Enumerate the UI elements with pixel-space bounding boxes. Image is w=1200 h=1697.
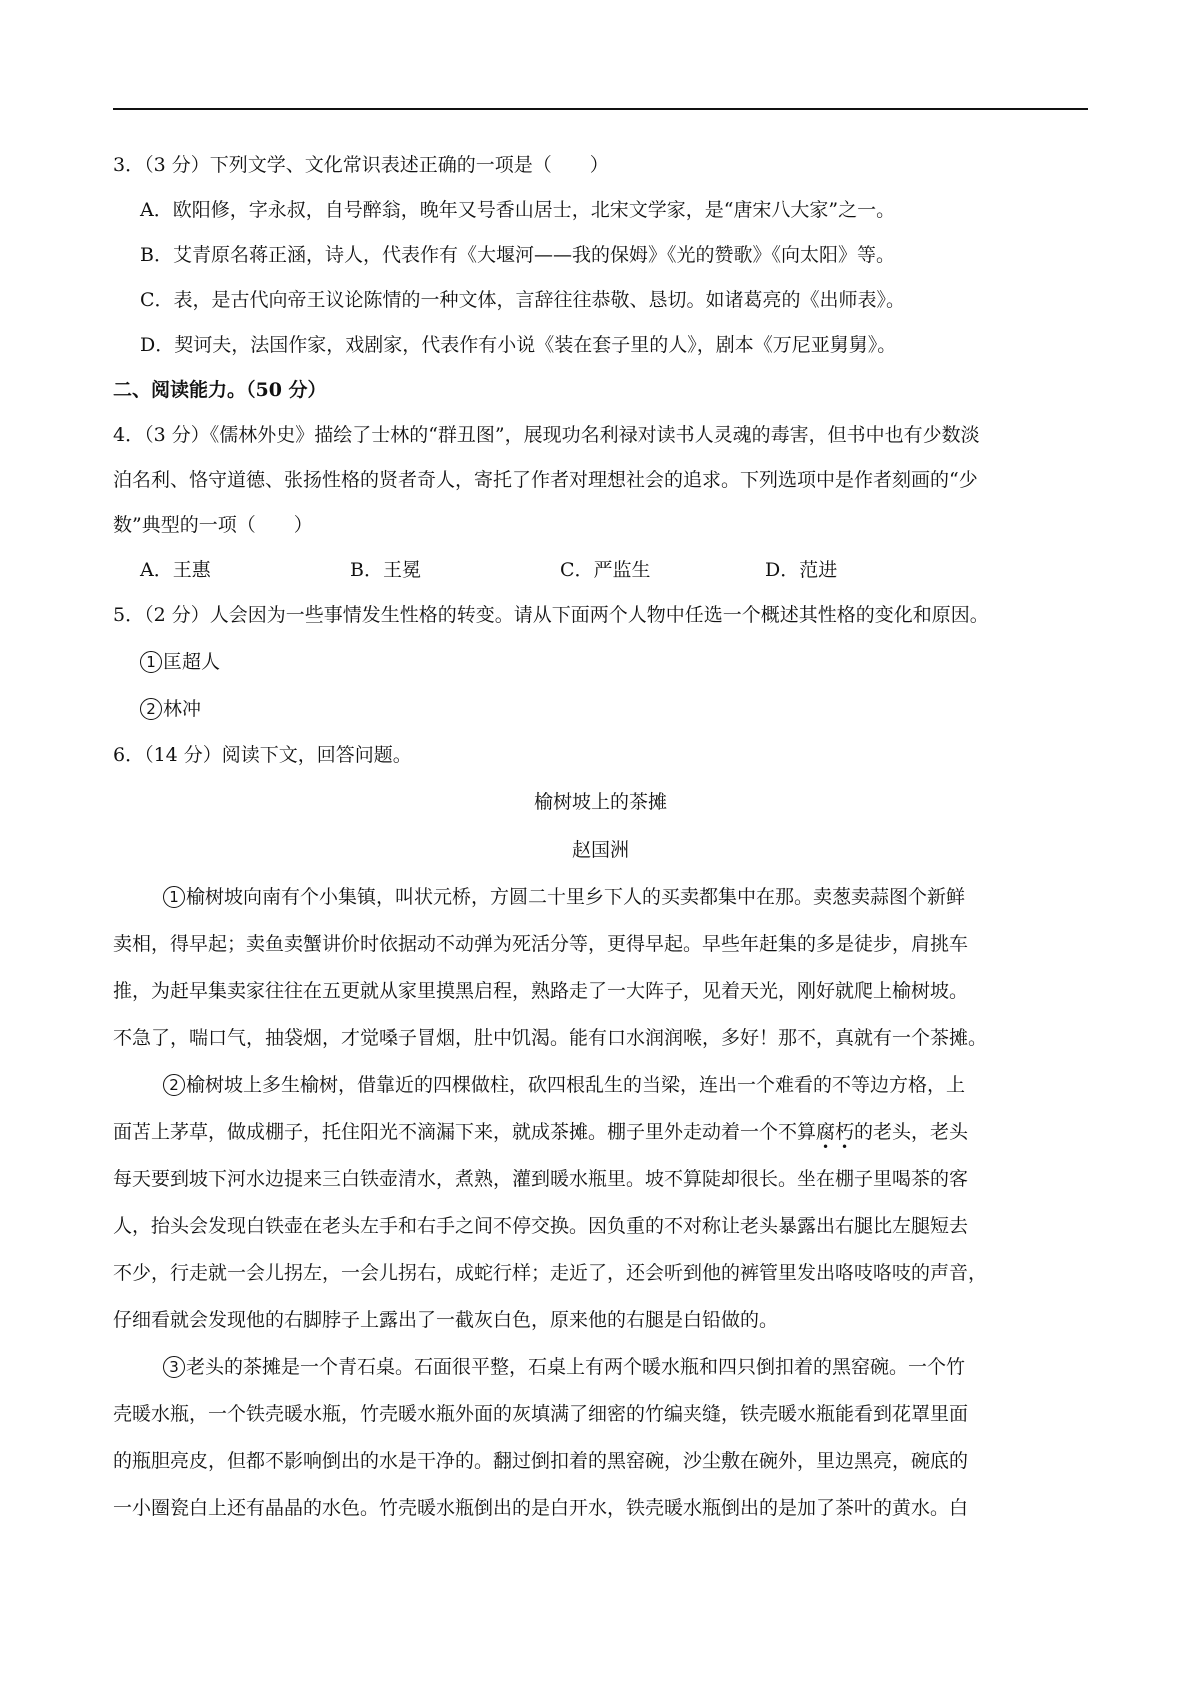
p2-line-2: 面苫上茅草，做成棚子，托住阳光不滴漏下来，就成茶摊。棚子里外走动着一个不算腐 • 朽 • 的老头，老头	[113, 1121, 969, 1154]
q3-option-d: D．契诃夫，法国作家，戏剧家，代表作有小说《装在套子里的人》，剧本《万尼亚舅舅》。	[140, 334, 897, 356]
p2-line-4: 人，抬头会发现白铁壶在老头左手和右手之间不停交换。因负重的不对称让老头暴露出右腿比左腿短去	[113, 1215, 969, 1237]
q6-stem: 6．（14 分）阅读下文，回答问题。	[113, 744, 412, 766]
q3-option-c: C．表，是古代向帝王议论陈情的一种文体，言辞往往恭敬、恳切。如诸葛亮的《出师表》。	[140, 289, 906, 311]
p2-line-6: 仔细看就会发现他的右脚脖子上露出了一截灰白色，原来他的右腿是白铅做的。	[113, 1309, 779, 1331]
p1-line-1: 1 榆树坡向南有个小集镇，叫状元桥，方圆二十里乡下人的买卖都集中在那。卖葱卖蒜图个新鲜	[163, 885, 1088, 909]
circled-number-1: 1	[140, 651, 162, 673]
q4-line-2: 泊名利、恪守道德、张扬性格的贤者奇人，寄托了作者对理想社会的追求。下列选项中是作者刻画的“少	[113, 469, 978, 491]
p2-line-5: 不少，行走就一会儿拐左，一会儿拐右，成蛇行样；走近了，还会听到他的裤管里发出咯吱咯吱的声音，	[113, 1262, 988, 1284]
q4-line-1: 4．（3 分）《儒林外史》描绘了士林的“群丑图”，展现功名利禄对读书人灵魂的毒害，但书中也有少数淡	[113, 424, 980, 446]
q4-line-3: 数”典型的一项（ ）	[113, 514, 313, 536]
q5-item-1-text: 匡超人	[163, 651, 221, 673]
q4-option-d: D．范进	[765, 559, 838, 581]
p1-line-2: 卖相，得早起；卖鱼卖蟹讲价时依据动不动弹为死活分等，更得早起。早些年赶集的多是徒步，肩挑车	[113, 933, 969, 955]
paragraph-number-2: 2	[163, 1074, 185, 1096]
q5-item-1	[140, 650, 1115, 674]
circled-number-2: 2	[140, 698, 162, 720]
q5-item-2	[140, 697, 1115, 721]
article-title: 榆树坡上的茶摊	[533, 791, 667, 813]
p3-line-1: 3 老头的茶摊是一个青石桌。石面很平整，石桌上有两个暖水瓶和四只倒扣着的黑窑碗。一个竹	[163, 1355, 1088, 1379]
p2-line-3: 每天要到坡下河水边提来三白铁壶清水，煮熟，灌到暖水瓶里。坡不算陡却很长。坐在棚子里喝茶的客	[113, 1168, 969, 1190]
p1-line-3: 推，为赶早集卖家往往在五更就从家里摸黑启程，熟路走了一大阵子，见着天光，刚好就爬上榆树坡。	[113, 980, 969, 1002]
q4-options	[140, 558, 1115, 582]
q3-option-a: A．欧阳修，字永叔，自号醉翁，晚年又号香山居士，北宋文学家，是“唐宋八大家”之一。	[140, 199, 896, 221]
section-2-title: 二、阅读能力。（50 分）	[113, 379, 327, 401]
p3-line-2: 壳暖水瓶，一个铁壳暖水瓶，竹壳暖水瓶外面的灰填满了细密的竹编夹缝，铁壳暖水瓶能看到花罩里面	[113, 1403, 969, 1425]
q5-item-2-text: 林冲	[163, 698, 202, 720]
paragraph-number-1: 1	[163, 886, 185, 908]
q4-option-b: B．王冕	[350, 559, 421, 581]
paragraph-number-3: 3	[163, 1356, 185, 1378]
q5-stem: 5．（2 分）人会因为一些事情发生性格的转变。请从下面两个人物中任选一个概述其性格的变化和原因。	[113, 604, 989, 626]
q3-option-b: B．艾青原名蒋正涵，诗人，代表作有《大堰河——我的保姆》《光的赞歌》《向太阳》等。	[140, 244, 895, 266]
q4-option-c: C．严监生	[560, 559, 651, 581]
emphasis-char-1: 腐 •	[816, 1121, 836, 1154]
p3-line-4: 一小圈瓷白上还有晶晶的水色。竹壳暖水瓶倒出的是白开水，铁壳暖水瓶倒出的是加了茶叶的黄水。白	[113, 1497, 969, 1519]
p2-line-1: 2 榆树坡上多生榆树，借靠近的四棵做柱，砍四根乱生的当梁，连出一个难看的不等边方格，上	[163, 1073, 1088, 1097]
p1-line-4: 不急了，喘口气，抽袋烟，才觉嗓子冒烟，肚中饥渴。能有口水润润喉，多好！那不，真就有一个茶摊。	[113, 1027, 988, 1049]
article-author: 赵国洲	[571, 839, 629, 861]
emphasis-char-2: 朽 •	[835, 1121, 855, 1154]
p3-line-3: 的瓶胆亮皮，但都不影响倒出的水是干净的。翻过倒扣着的黑窑碗，沙尘敷在碗外，里边黑亮，碗底的	[113, 1450, 969, 1472]
header-rule	[113, 108, 1088, 110]
q4-option-a: A．王惠	[140, 559, 211, 581]
q3-stem: 3．（3 分）下列文学、文化常识表述正确的一项是（ ）	[113, 154, 609, 176]
